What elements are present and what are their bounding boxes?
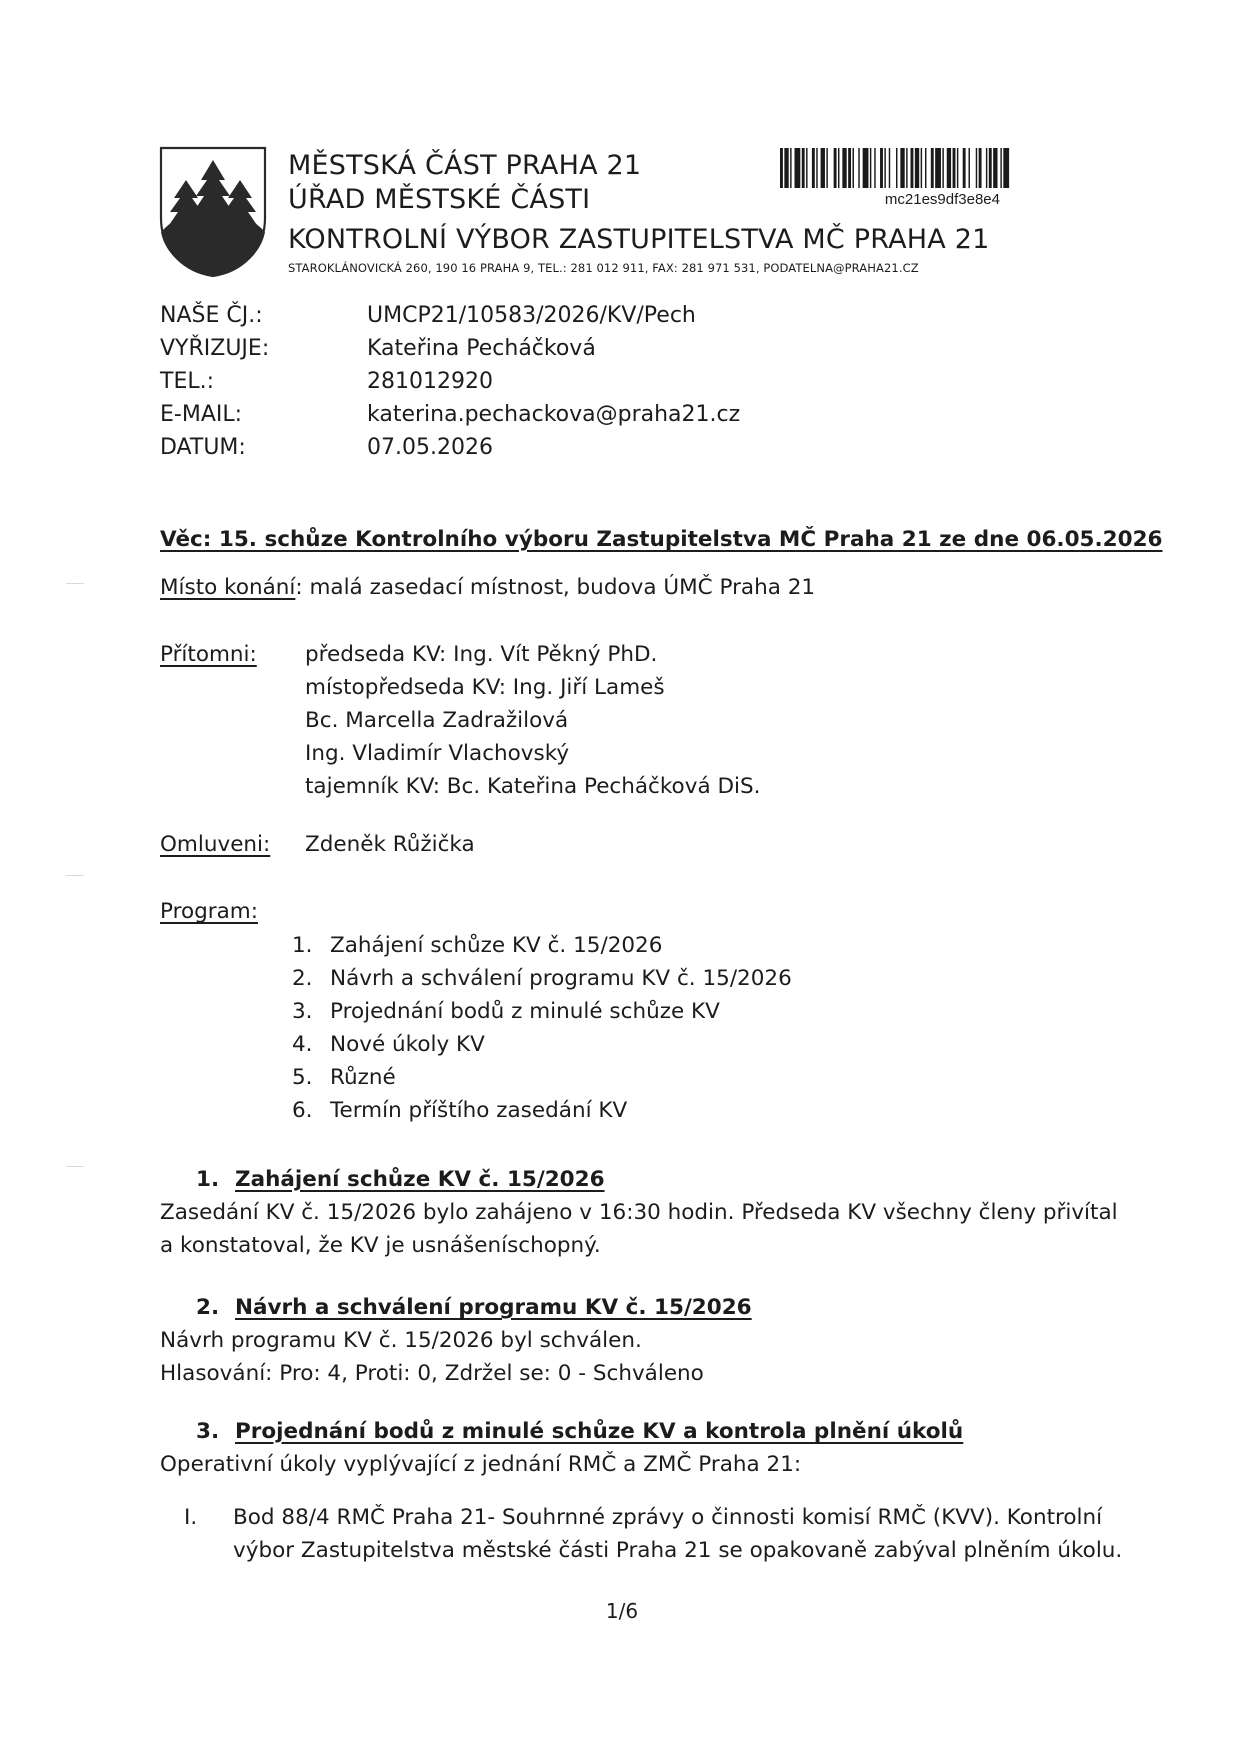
barcode-bar — [853, 148, 854, 188]
section-title: Návrh a schválení programu KV č. 15/2026 — [235, 1295, 752, 1320]
barcode-bar — [870, 148, 871, 188]
subitem-text: výbor Zastupitelstva městské části Praha 21 se opakovaně zabýval plněním úkolu. — [233, 1538, 1123, 1563]
coat-of-arms-icon — [158, 146, 268, 278]
barcode-bar — [911, 148, 914, 188]
program-item-text: Zahájení schůze KV č. 15/2026 — [330, 933, 663, 958]
present-member: místopředseda KV: Ing. Jiří Lameš — [305, 675, 665, 700]
barcode-bar — [953, 148, 956, 188]
page-number: 1/6 — [605, 1599, 639, 1623]
ref-number-value: UMCP21/10583/2026/KV/Pech — [367, 303, 696, 328]
barcode-bar — [863, 148, 869, 188]
present-member: tajemník KV: Bc. Kateřina Pecháčková DiS. — [305, 774, 761, 799]
venue-value: : malá zasedací místnost, budova ÚMČ Praha 21 — [295, 575, 816, 600]
header-address: STAROKLÁNOVICKÁ 260, 190 16 PRAHA 9, TEL.: 281 012 911, FAX: 281 971 531, PODATELNA@PRAHA21.CZ — [288, 261, 919, 275]
program-label: Program: — [160, 899, 258, 924]
program-item-number: 6. — [292, 1098, 313, 1123]
barcode-bar — [884, 148, 885, 188]
section-1-text: Zasedání KV č. 15/2026 bylo zahájeno v 16:30 hodin. Předseda KV všechny členy přivítal — [160, 1200, 1118, 1225]
scan-margin-mark — [66, 583, 84, 584]
section-3-text: Operativní úkoly vyplývající z jednání RMČ a ZMČ Praha 21: — [160, 1452, 802, 1477]
barcode-bar — [802, 148, 805, 188]
barcode-bar — [947, 148, 951, 188]
barcode-bar — [942, 148, 943, 188]
date-value: 07.05.2026 — [367, 435, 493, 460]
barcode-bar — [931, 148, 934, 188]
barcode-bar — [834, 148, 837, 188]
barcode-bar — [780, 148, 783, 188]
barcode-bar — [826, 148, 827, 188]
email-label: E-MAIL: — [160, 402, 243, 427]
program-item-number: 5. — [292, 1065, 313, 1090]
section-number: 3. — [196, 1419, 220, 1444]
header-office: ÚŘAD MĚSTSKÉ ČÁSTI — [288, 184, 591, 215]
header-committee: KONTROLNÍ VÝBOR ZASTUPITELSTVA MČ PRAHA 21 — [288, 224, 990, 255]
barcode-bar — [976, 148, 977, 188]
program-item-number: 3. — [292, 999, 313, 1024]
barcode-bar — [935, 148, 941, 188]
program-item-text: Termín příštího zasedání KV — [330, 1098, 628, 1123]
barcode-bar — [989, 148, 992, 188]
barcode-bar — [848, 148, 851, 188]
barcode-bar — [969, 148, 970, 188]
scan-margin-mark — [66, 875, 84, 876]
venue-line — [160, 573, 815, 603]
handled-by-label: VYŘIZUJE: — [160, 336, 270, 361]
barcode-bar — [896, 148, 897, 188]
barcode-bar — [838, 148, 839, 188]
program-item-number: 4. — [292, 1032, 313, 1057]
present-member: předseda KV: Ing. Vít Pěkný PhD. — [305, 642, 658, 667]
subitem-number: I. — [184, 1505, 198, 1530]
barcode-bar — [806, 148, 807, 188]
excused-label: Omluveni: — [160, 832, 271, 857]
section-2-text: Návrh programu KV č. 15/2026 byl schválen. — [160, 1328, 642, 1353]
venue-label: Místo konání — [160, 575, 296, 600]
barcode-bar — [1000, 148, 1001, 188]
subject-line — [160, 525, 1163, 555]
barcode-bar — [979, 148, 982, 188]
ref-number-label: NAŠE ČJ.: — [160, 303, 263, 328]
barcode-bar — [858, 148, 859, 188]
barcode-icon — [780, 148, 1092, 188]
barcode-bar — [790, 148, 791, 188]
handled-by-value: Kateřina Pecháčková — [367, 336, 596, 361]
barcode-bar — [915, 148, 919, 188]
section-1-text: a konstatoval, že KV je usnášeníschopný. — [160, 1233, 601, 1258]
excused-value: Zdeněk Růžička — [305, 832, 475, 857]
email-value: katerina.pechackova@praha21.cz — [367, 402, 741, 427]
date-label: DATUM: — [160, 435, 246, 460]
header-district: MĚSTSKÁ ČÁST PRAHA 21 — [288, 150, 642, 181]
barcode-bar — [900, 148, 904, 188]
barcode-bar — [812, 148, 815, 188]
barcode-bar — [874, 148, 875, 188]
barcode-bar — [921, 148, 922, 188]
barcode-bar — [889, 148, 890, 188]
program-item-number: 1. — [292, 933, 313, 958]
subitem-text: Bod 88/4 RMČ Praha 21- Souhrnné zprávy o činnosti komisí RMČ (KVV). Kontrolní — [233, 1505, 1103, 1530]
program-item-number: 2. — [292, 966, 313, 991]
phone-value: 281012920 — [367, 369, 493, 394]
phone-label: TEL.: — [160, 369, 215, 394]
program-item-text: Návrh a schválení programu KV č. 15/2026 — [330, 966, 792, 991]
section-title: Projednání bodů z minulé schůze KV a kontrola plnění úkolů — [235, 1419, 964, 1444]
barcode-bar — [880, 148, 883, 188]
program-item-text: Nové úkoly KV — [330, 1032, 485, 1057]
barcode-bar — [957, 148, 958, 188]
present-member: Ing. Vladimír Vlachovský — [305, 741, 570, 766]
barcode-bar — [821, 148, 825, 188]
barcode-bar — [986, 148, 987, 188]
barcode-bar — [784, 148, 788, 188]
barcode-bar — [993, 148, 997, 188]
section-2-vote: Hlasování: Pro: 4, Proti: 0, Zdržel se: 0 - Schváleno — [160, 1361, 704, 1386]
present-member: Bc. Marcella Zadražilová — [305, 708, 569, 733]
barcode-text: mc21es9df3e8e4 — [884, 191, 1000, 208]
barcode-bar — [842, 148, 846, 188]
section-number: 1. — [196, 1167, 220, 1192]
program-item-text: Různé — [330, 1065, 396, 1090]
barcode-bar — [906, 148, 907, 188]
program-item-text: Projednání bodů z minulé schůze KV — [330, 999, 720, 1024]
barcode-bar — [1003, 148, 1009, 188]
scan-margin-mark — [66, 1166, 84, 1167]
present-label: Přítomni: — [160, 642, 257, 667]
barcode-bar — [795, 148, 801, 188]
barcode-bar — [925, 148, 926, 188]
barcode-bar — [963, 148, 966, 188]
barcode-bar — [816, 148, 817, 188]
section-number: 2. — [196, 1295, 220, 1320]
section-title: Zahájení schůze KV č. 15/2026 — [235, 1167, 605, 1192]
subject-text: Věc: 15. schůze Kontrolního výboru Zastupitelstva MČ Praha 21 ze dne 06.05.2026 — [160, 527, 1163, 552]
